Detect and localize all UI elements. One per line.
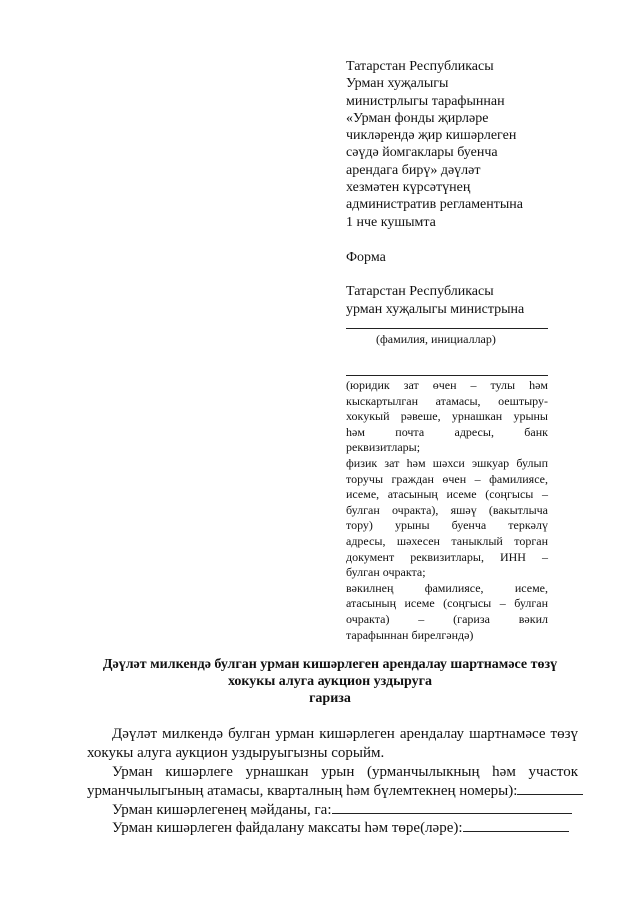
body-line: Урман кишәрлегенең мәйданы, га: xyxy=(112,802,332,818)
applicant-line: кыскартылган атамасы, оештыру- xyxy=(346,393,548,408)
addressee-line: Татарстан Республикасы xyxy=(346,284,494,299)
regulation-reference xyxy=(346,58,576,231)
reference-line: «Урман фонды җирләре xyxy=(346,110,489,126)
reference-line: хезмәтен күрсәтүнең xyxy=(346,180,471,196)
applicant-line: очракта) – (гариза вәкил xyxy=(346,611,548,626)
purpose-fill-line[interactable] xyxy=(463,819,569,832)
addressee-block xyxy=(346,283,524,319)
reference-line: арендага бирү» дәүләт xyxy=(346,162,481,178)
applicant-line: реквизитлары; xyxy=(346,440,421,455)
location-field-row xyxy=(87,782,583,800)
reference-line: Татарстан Республикасы xyxy=(346,59,494,74)
applicant-line: атасының исеме (соңгысы – булган xyxy=(346,596,548,611)
reference-line: сәүдә йомгаклары буенча xyxy=(346,145,498,161)
applicant-line: һәм почта адресы, банк xyxy=(346,424,548,439)
applicant-line: булган очракта), яшәү (вакытлыча xyxy=(346,502,548,517)
addressee-line: урман хуҗалыгы министрына xyxy=(346,302,525,317)
reference-line: 1 нче кушымта xyxy=(346,214,436,230)
applicant-line: булган очракта; xyxy=(346,565,426,580)
area-field-row xyxy=(112,801,572,819)
applicant-line: исеме, атасының исеме (соңгысы – xyxy=(346,487,548,502)
name-fill-line xyxy=(346,328,548,329)
purpose-field-row xyxy=(112,819,569,837)
applicant-line: торучы граждан өчен – фамилиясе, xyxy=(346,471,548,486)
reference-line: административ регламентына xyxy=(346,197,523,213)
applicant-line: тору) урыны буенча теркәлү xyxy=(346,518,548,533)
reference-line: чикләрендә җир кишәрлеген xyxy=(346,128,517,144)
document-title xyxy=(40,656,620,707)
location-fill-line[interactable] xyxy=(517,782,583,795)
applicant-line: тарафыннан бирелгәндә) xyxy=(346,627,474,642)
applicant-line: документ реквизитлары, ИНН – xyxy=(346,549,548,564)
applicant-line: адресы, шәхесен таныклый торган xyxy=(346,533,548,548)
body-line: Дәүләт милкендә булган урман кишәрлеген арендалау шартнамәсе төзү xyxy=(112,726,578,742)
applicant-line: (юридик зат өчен – тулы һәм xyxy=(346,378,548,392)
body-line: урманчылыгының атамасы, кварталның һәм бүлемтекнең номеры): xyxy=(87,783,518,799)
applicant-line: физик зат һәм шәхси эшкуар булып xyxy=(346,455,548,470)
form-label: Форма xyxy=(346,250,386,265)
area-fill-line[interactable] xyxy=(332,801,572,814)
body-line: Урман кишәрлеге урнашкан урын (урманчылыкның һәм участок xyxy=(112,764,578,780)
name-caption: (фамилия, инициаллар) xyxy=(376,332,496,346)
body-line: хокукы алуга аукцион уздыруыгызны сорыйм. xyxy=(87,745,385,761)
title-line: гариза xyxy=(309,691,351,706)
title-line: Дәүләт милкендә булган урман кишәрлеген арендалау шартнамәсе төзү xyxy=(102,657,558,672)
body-line: Урман кишәрлеген файдалану максаты һәм төре(ләре): xyxy=(112,820,463,836)
reference-line: Урман хуҗалыгы xyxy=(346,76,449,92)
applicant-line: хокукый рәвеше, урнашкан урыны xyxy=(346,409,548,424)
applicant-instructions xyxy=(346,378,548,643)
applicant-fill-line xyxy=(346,375,548,376)
applicant-line: вәкилнең фамилиясе, исеме, xyxy=(346,580,548,595)
reference-line: министрлыгы тарафыннан xyxy=(346,93,505,109)
title-line: хокукы алуга аукцион уздыруга xyxy=(227,674,433,689)
